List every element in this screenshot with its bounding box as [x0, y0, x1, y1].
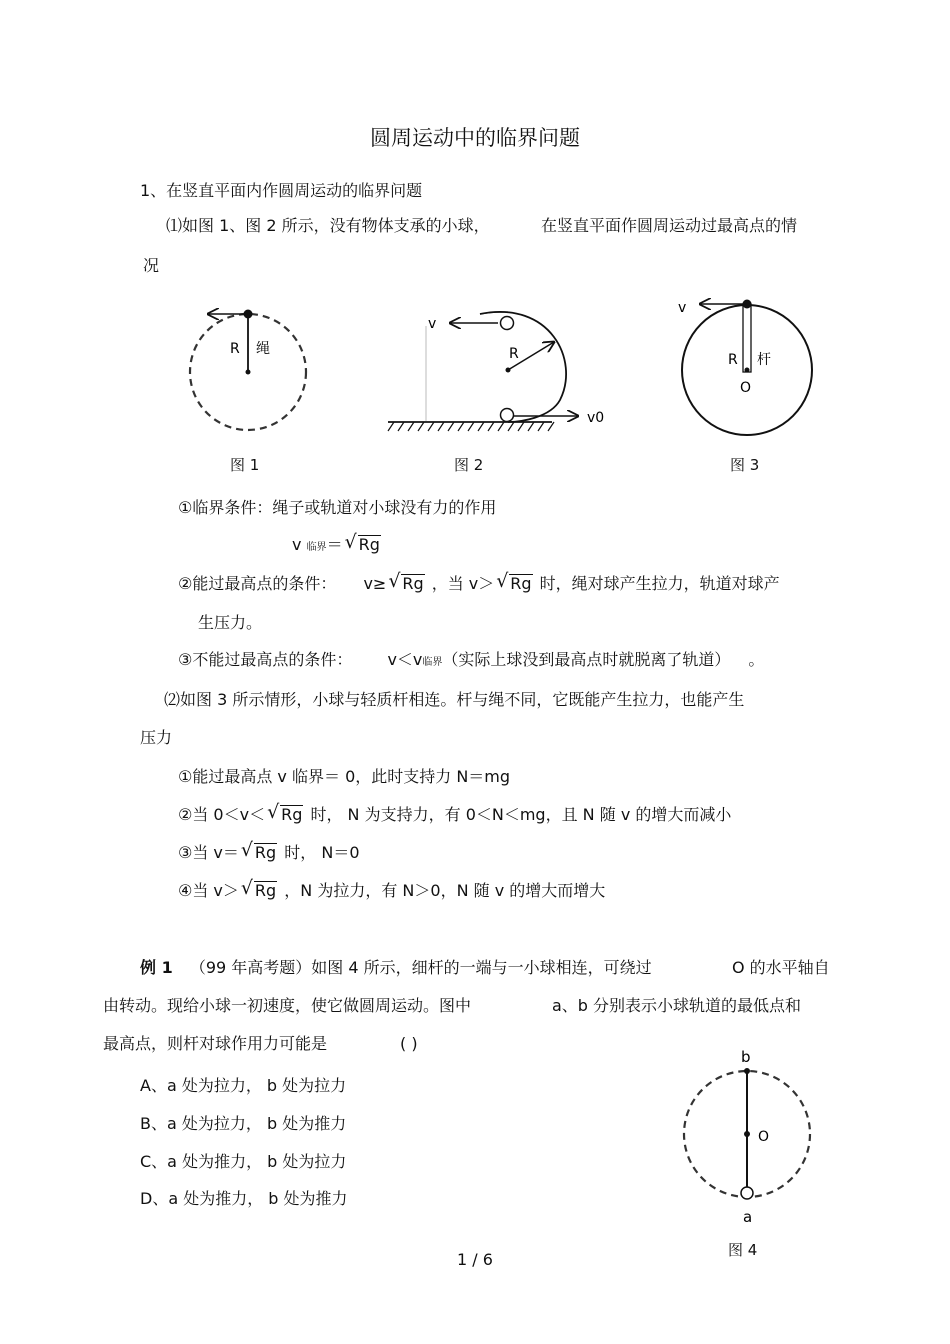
ball-a [741, 1187, 753, 1199]
sqrt-rg: √ Rg [496, 570, 532, 593]
option-a: A、a 处为拉力， b 处为拉力 [140, 1076, 347, 1095]
page-number: 1 / 6 [457, 1250, 493, 1269]
condition-1: ①临界条件：绳子或轨道对小球没有力的作用 [178, 498, 497, 517]
figure-3-caption: 图 3 [730, 456, 760, 474]
pivot-o [745, 368, 750, 373]
sqrt-rg: √ Rg [388, 570, 424, 593]
condition-3: ③不能过最高点的条件： v＜v临界（实际上球没到最高点时就脱离了轨道） 。 [178, 650, 765, 669]
ball-bottom [501, 409, 514, 422]
figure-3-rod-circle [668, 290, 828, 450]
label-r: R [230, 341, 240, 357]
sqrt-rg: √ Rg [240, 877, 277, 900]
option-c: C、a 处为推力， b 处为拉力 [140, 1152, 347, 1171]
label-b: b [741, 1048, 751, 1066]
label-a: a [743, 1208, 753, 1226]
label-v0: v0 [587, 410, 605, 426]
example-1-line-2: 由转动。现给小球一初速度，使它做圆周运动。图中 [103, 996, 472, 1015]
example-1-line-1-end: O 的水平轴自 [732, 958, 830, 977]
rod-condition-1: ①能过最高点 v 临界＝ 0，此时支持力 N＝mg [178, 767, 511, 786]
paragraph-1-part-b: 在竖直平面作圆周运动过最高点的情 [541, 216, 798, 235]
paragraph-1-part-a: ⑴如图 1、图 2 所示，没有物体支承的小球， [166, 216, 490, 235]
figure-4-rod-circle [672, 1045, 822, 1230]
critical-formula: v 临界＝ √ Rg [292, 531, 380, 554]
label-o: O [758, 1129, 770, 1145]
label-v: v [678, 300, 687, 316]
condition-2: ②能过最高点的条件： v≥ √ Rg ，当 v＞ √ Rg 时，绳对球产生拉力，轨道对球产 [178, 570, 780, 593]
label-rod: 杆 [757, 352, 771, 368]
ball-top [501, 317, 514, 330]
point-b [744, 1068, 750, 1074]
rod-condition-2: ②当 0＜v＜ √ Rg 时， N 为支持力，有 0＜N＜mg，且 N 随 v 的增大而减小 [178, 801, 732, 824]
section-heading: 1、在竖直平面内作圆周运动的临界问题 [140, 181, 423, 200]
pivot-o [744, 1131, 750, 1137]
figure-1-caption: 图 1 [230, 456, 260, 474]
label-rope: 绳 [256, 341, 270, 357]
paragraph-2: ⑵如图 3 所示情形，小球与轻质杆相连。杆与绳不同，它既能产生拉力，也能产生 [164, 690, 745, 709]
label-r: R [509, 346, 519, 362]
label-r: R [728, 352, 738, 368]
figure-4-caption: 图 4 [728, 1241, 758, 1259]
rod [743, 304, 751, 372]
paragraph-2-line-2: 压力 [140, 728, 173, 747]
condition-2-line-2: 生压力。 [198, 613, 263, 632]
page-title: 圆周运动中的临界问题 [370, 126, 580, 150]
sqrt-rg: √ Rg [267, 801, 303, 824]
rod-condition-3: ③当 v＝ √ Rg 时， N＝0 [178, 839, 360, 862]
figure-1-rope-circle [180, 300, 320, 450]
sqrt-rg: √ Rg [240, 839, 277, 862]
center-point [246, 370, 251, 375]
example-1-line-2-end: a、b 分别表示小球轨道的最低点和 [552, 996, 802, 1015]
option-d: D、a 处为推力， b 处为推力 [140, 1189, 348, 1208]
answer-blank: ( ) [400, 1034, 418, 1053]
paragraph-1-line-2: 况 [143, 256, 160, 275]
figure-2-track [380, 300, 620, 440]
example-1-line-3: 最高点，则杆对球作用力可能是 [103, 1034, 328, 1053]
example-1-line-1: 例 1 （99 年高考题）如图 4 所示，细杆的一端与一小球相连，可绕过 [140, 958, 652, 977]
option-b: B、a 处为拉力， b 处为推力 [140, 1114, 347, 1133]
label-v: v [428, 316, 437, 332]
rod-condition-4: ④当 v＞ √ Rg ，N 为拉力，有 N＞0，N 随 v 的增大而增大 [178, 877, 606, 900]
figure-2-caption: 图 2 [454, 456, 484, 474]
loop-track [480, 312, 566, 422]
ground-hatch [388, 422, 554, 431]
label-o: O [740, 380, 752, 396]
sqrt-rg: √ Rg [344, 531, 380, 554]
